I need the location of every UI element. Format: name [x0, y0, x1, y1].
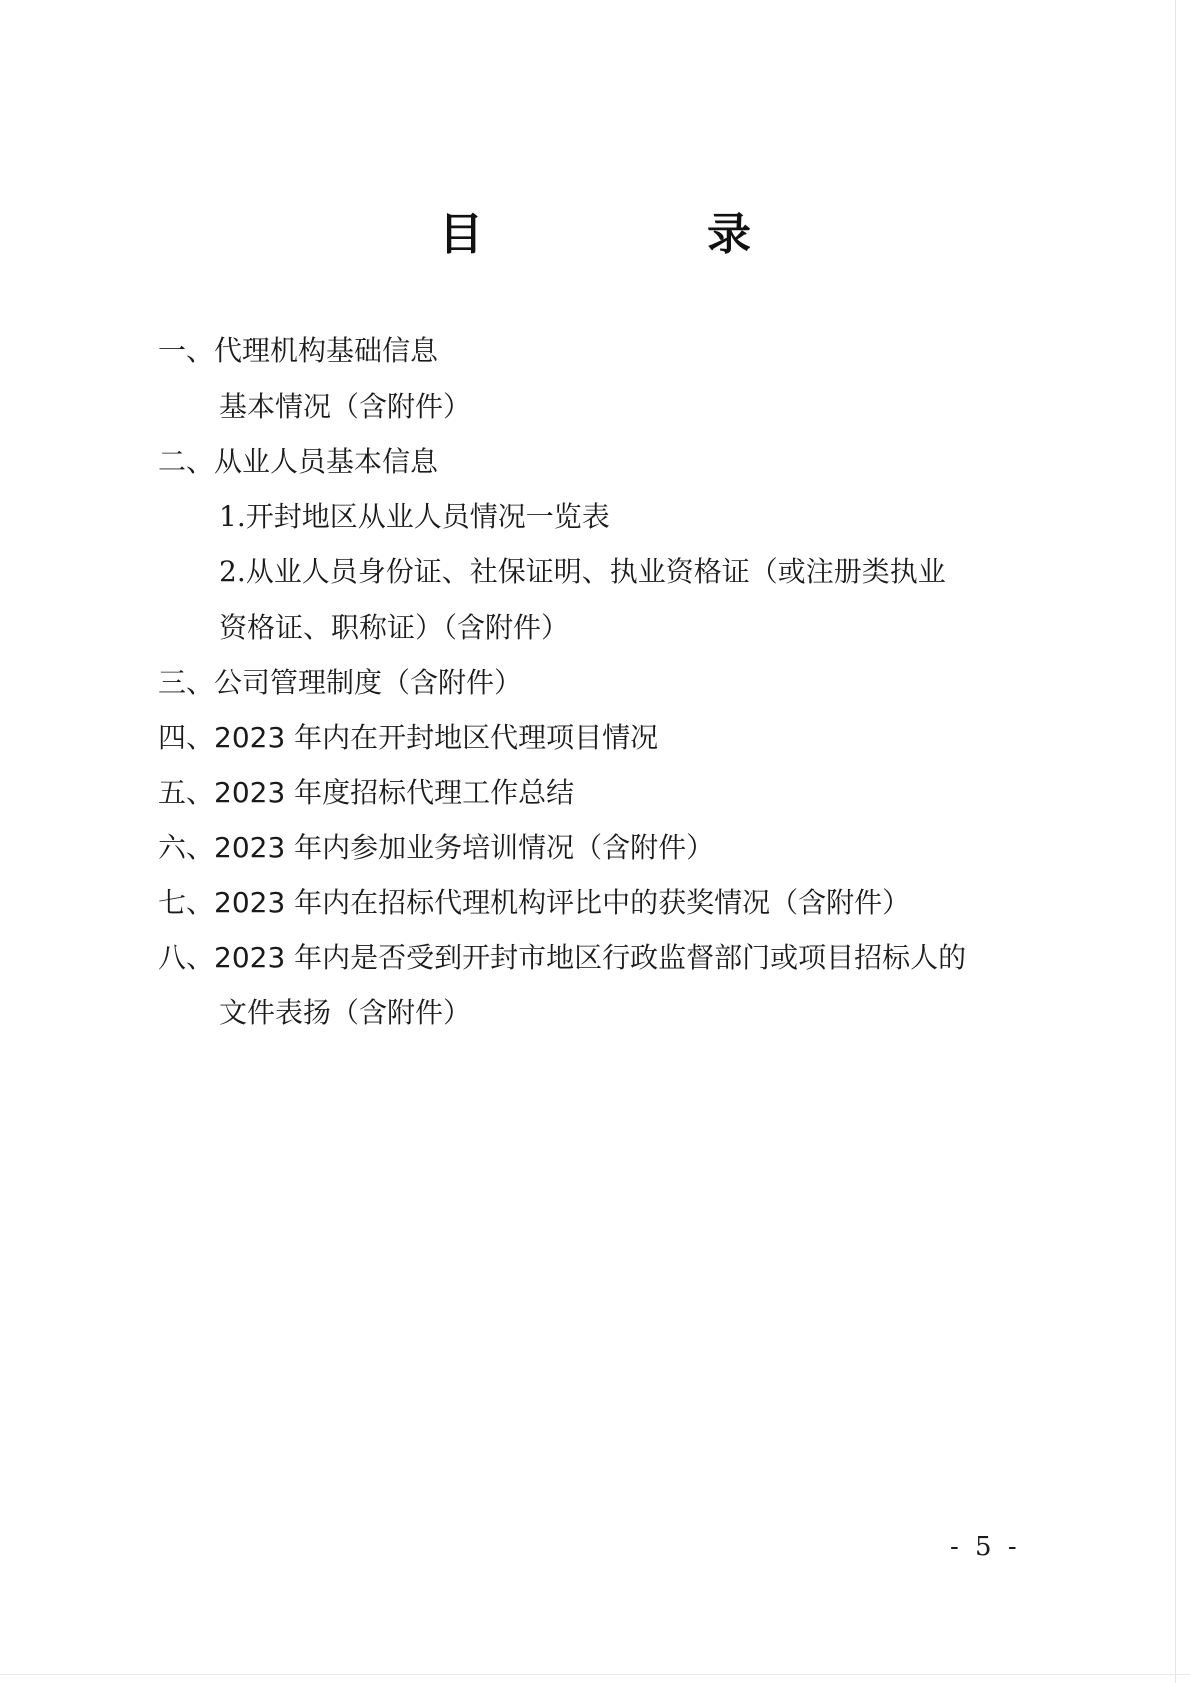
page-title: 目 录 — [439, 209, 841, 260]
toc-item-1: 一、代理机构基础信息 — [158, 334, 439, 367]
toc-item-7: 七、2023 年内在招标代理机构评比中的获奖情况（含附件） — [158, 886, 911, 919]
toc-item-3: 三、公司管理制度（含附件） — [158, 666, 523, 699]
toc-subitem-staff-certificates: 2.从业人员身份证、社保证明、执业资格证（或注册类执业 — [219, 555, 946, 588]
toc-item-8-cont: 文件表扬（含附件） — [219, 996, 472, 1029]
toc-item-5: 五、2023 年度招标代理工作总结 — [158, 776, 575, 809]
toc-item-6: 六、2023 年内参加业务培训情况（含附件） — [158, 831, 715, 864]
toc-item-8: 八、2023 年内是否受到开封市地区行政监督部门或项目招标人的 — [158, 941, 967, 974]
toc-item-4: 四、2023 年内在开封地区代理项目情况 — [158, 721, 659, 754]
toc-subitem-staff-table: 1.开封地区从业人员情况一览表 — [219, 500, 610, 533]
toc-subitem-staff-certificates-cont: 资格证、职称证）（含附件） — [219, 611, 570, 644]
page-number: - 5 - — [950, 1532, 1021, 1562]
toc-subitem-basic-info: 基本情况（含附件） — [219, 390, 472, 423]
toc-item-2: 二、从业人员基本信息 — [158, 445, 439, 478]
page-edge-bottom — [0, 1674, 1190, 1675]
